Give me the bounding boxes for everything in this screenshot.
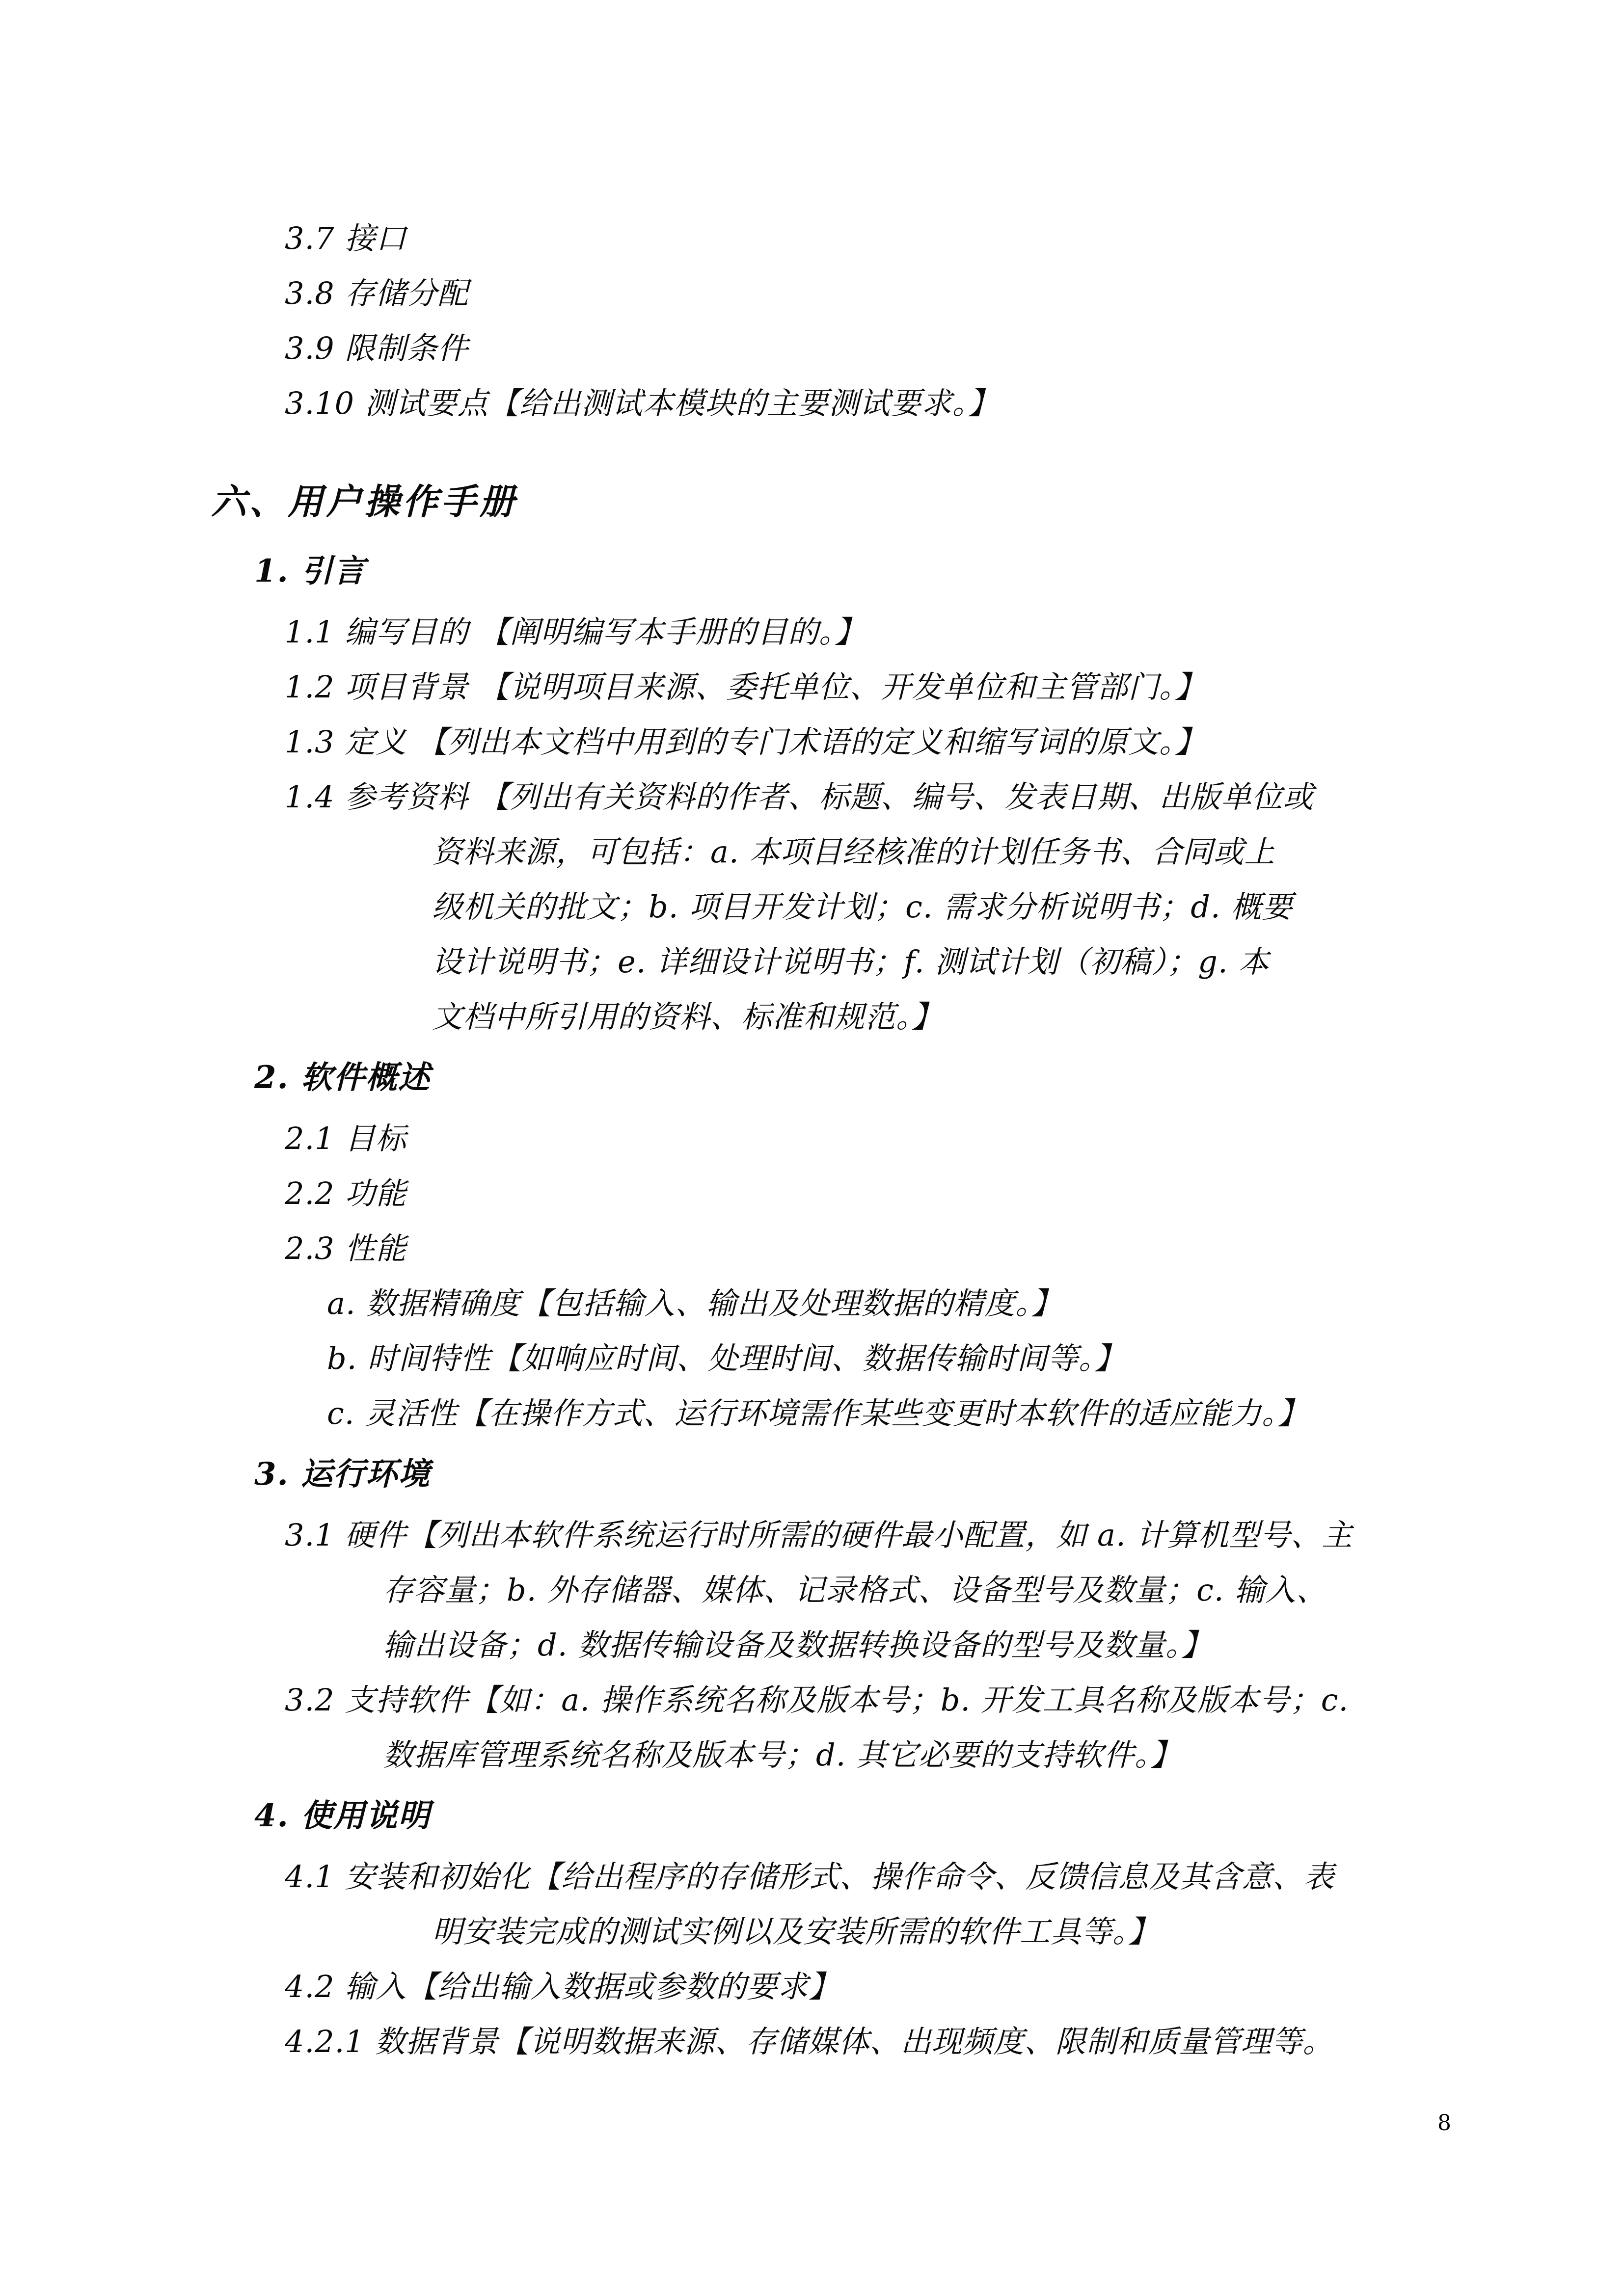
section-heading-4: 4. 使用说明 — [254, 1797, 431, 1834]
section-heading-1: 1. 引言 — [254, 553, 366, 589]
outline-item-3-1-continuation — [285, 1563, 1438, 1673]
outline-item-2-3-a: a. 数据精确度【包括输入、输出及处理数据的精度。】 — [327, 1285, 1062, 1321]
outline-item-1-1: 1.1 编写目的 【阐明编写本手册的目的。】 — [285, 614, 866, 650]
outline-item-3-9: 3.9 限制条件 — [285, 330, 469, 366]
outline-item-1-4-line-4: 设计说明书；e. 详细设计说明书；f. 测试计划（初稿）；g. 本 — [432, 944, 1270, 980]
outline-item-4-1-line-1: 4.1 安装和初始化【给出程序的存储形式、操作命令、反馈信息及其含意、表 — [285, 1859, 1335, 1895]
page-title: 六、用户操作手册 — [211, 481, 518, 522]
outline-item-3-2-continuation — [285, 1728, 1438, 1783]
outline-item-3-7: 3.7 接口 — [285, 220, 407, 256]
outline-item-2-3: 2.3 性能 — [285, 1230, 407, 1266]
outline-item-1-4-line-3: 级机关的批文；b. 项目开发计划；c. 需求分析说明书；d. 概要 — [432, 889, 1293, 925]
outline-item-3-1-line-2: 存容量；b. 外存储器、媒体、记录格式、设备型号及数量；c. 输入、 — [383, 1572, 1327, 1608]
outline-item-1-4-line-1: 1.4 参考资料 【列出有关资料的作者、标题、编号、发表日期、出版单位或 — [285, 779, 1314, 815]
outline-item-4-2: 4.2 输入【给出输入数据或参数的要求】 — [285, 1969, 840, 2004]
outline-item-3-10: 3.10 测试要点【给出测试本模块的主要测试要求。】 — [285, 385, 999, 421]
outline-item-1-4-continuation — [285, 825, 1438, 1044]
outline-item-1-2: 1.2 项目背景 【说明项目来源、委托单位、开发单位和主管部门。】 — [285, 669, 1206, 705]
page-number: 8 — [1437, 2110, 1451, 2136]
outline-item-2-1: 2.1 目标 — [285, 1121, 407, 1156]
outline-item-4-2-1: 4.2.1 数据背景【说明数据来源、存储媒体、出现频度、限制和质量管理等。 — [285, 2024, 1334, 2059]
outline-item-3-2-line-1: 3.2 支持软件【如：a. 操作系统名称及版本号；b. 开发工具名称及版本号；c. — [285, 1682, 1349, 1718]
outline-item-1-4-line-5: 文档中所引用的资料、标准和规范。】 — [432, 999, 943, 1035]
outline-item-3-1-line-3: 输出设备；d. 数据传输设备及数据转换设备的型号及数量。】 — [383, 1627, 1213, 1663]
outline-item-3-2 — [285, 1673, 1438, 1728]
outline-item-2-2: 2.2 功能 — [285, 1175, 407, 1211]
section-heading-3: 3. 运行环境 — [254, 1456, 431, 1493]
outline-item-1-3: 1.3 定义 【列出本文档中用到的专门术语的定义和缩写词的原文。】 — [285, 724, 1206, 760]
outline-item-2-3-b: b. 时间特性【如响应时间、处理时间、数据传输时间等。】 — [327, 1340, 1126, 1376]
outline-item-4-1 — [285, 1849, 1438, 1904]
outline-item-3-1-line-1: 3.1 硬件【列出本软件系统运行时所需的硬件最小配置，如 a. 计算机型号、主 — [285, 1517, 1353, 1553]
outline-item-4-1-continuation — [285, 1904, 1438, 1959]
outline-item-1-4 — [285, 770, 1438, 825]
outline-item-3-1 — [285, 1508, 1438, 1563]
outline-item-2-3-c: c. 灵活性【在操作方式、运行环境需作某些变更时本软件的适应能力。】 — [327, 1395, 1309, 1431]
outline-item-3-8: 3.8 存储分配 — [285, 275, 469, 311]
outline-item-1-4-line-2: 资料来源，可包括：a. 本项目经核准的计划任务书、合同或上 — [432, 834, 1275, 870]
section-heading-2: 2. 软件概述 — [254, 1059, 431, 1096]
outline-item-4-1-line-2: 明安装完成的测试实例以及安装所需的软件工具等。】 — [432, 1914, 1160, 1949]
page-content — [211, 211, 1438, 2069]
outline-item-3-2-line-2: 数据库管理系统名称及版本号；d. 其它必要的支持软件。】 — [383, 1737, 1182, 1773]
